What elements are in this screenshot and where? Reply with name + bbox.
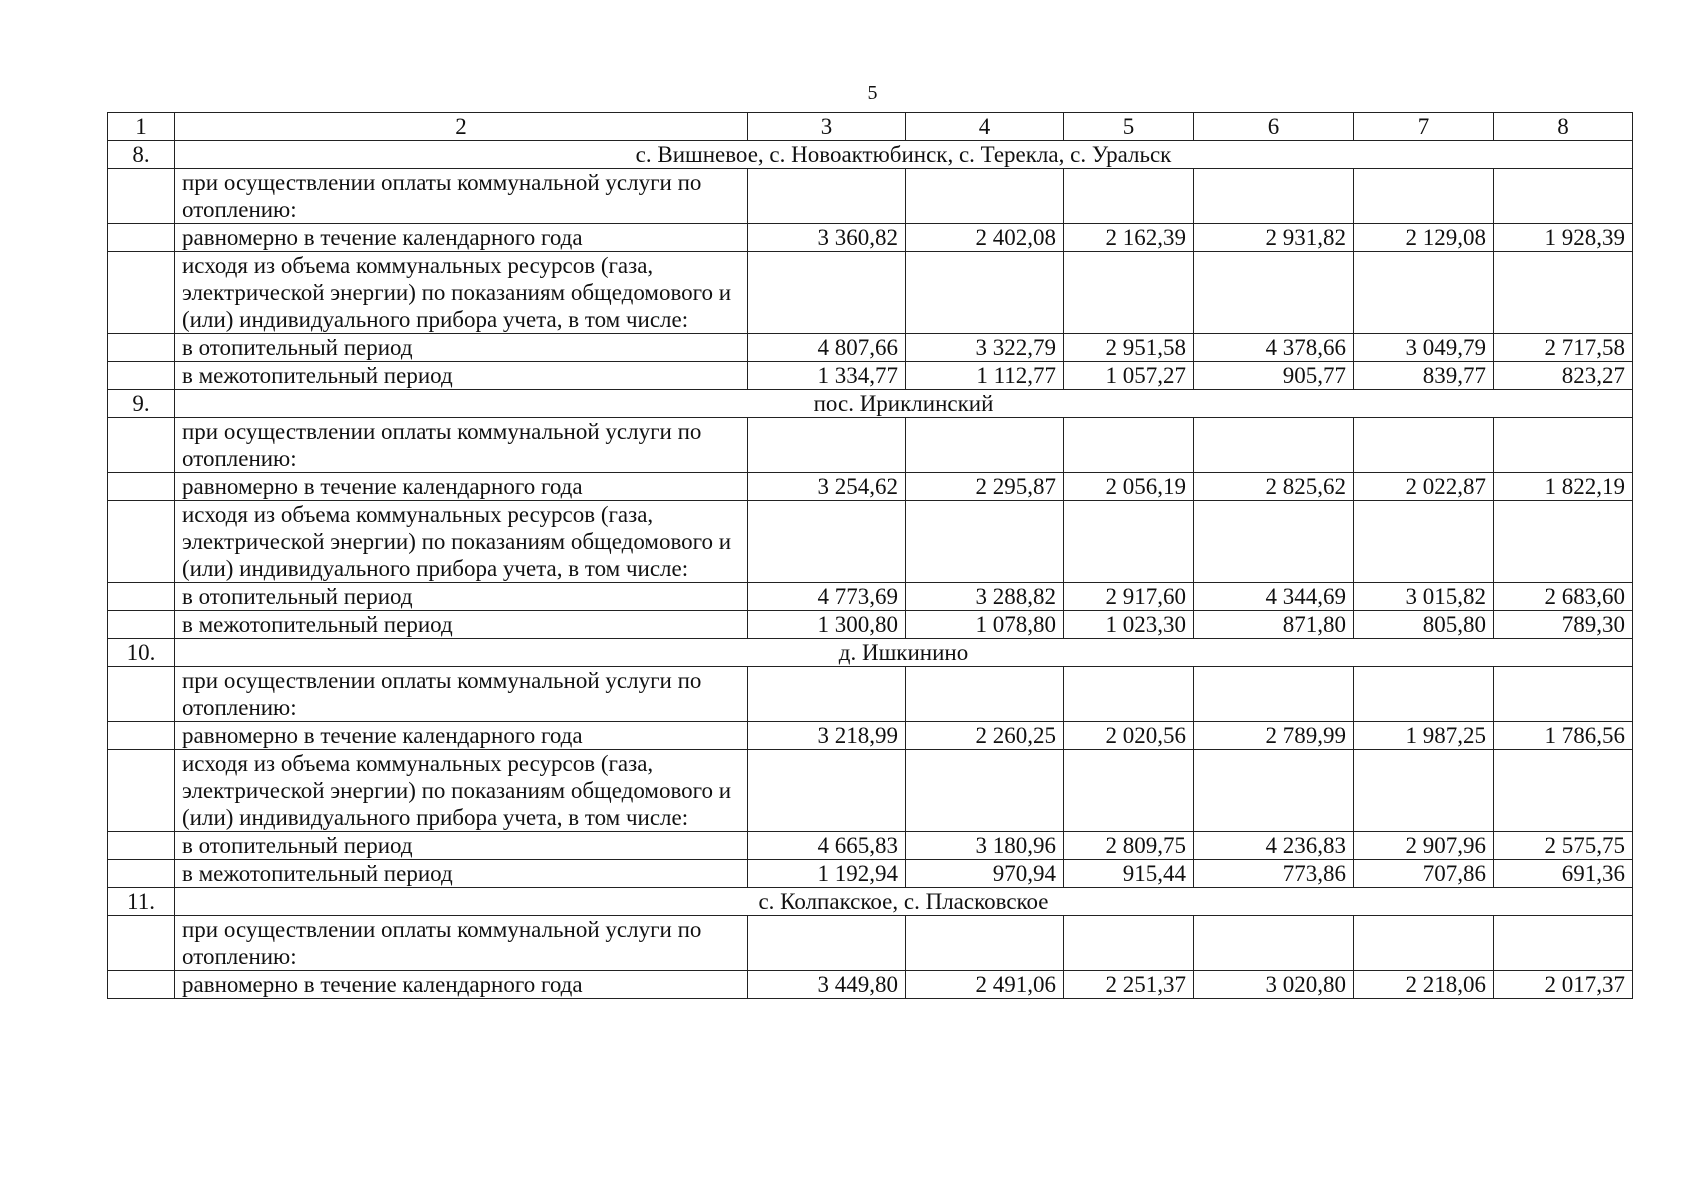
tariff-value-cell: 805,80 — [1354, 611, 1494, 639]
tariff-value-cell — [906, 501, 1064, 583]
tariff-value-cell — [1064, 169, 1194, 224]
row-description: в отопительный период — [175, 583, 748, 611]
section-number: 10. — [108, 639, 175, 667]
column-number-header: 1 — [108, 113, 175, 141]
tariff-value-cell: 970,94 — [906, 860, 1064, 888]
tariff-value-cell: 1 023,30 — [1064, 611, 1194, 639]
tariff-value-cell — [748, 916, 906, 971]
tariff-value-cell — [906, 169, 1064, 224]
tariff-value-cell: 4 236,83 — [1194, 832, 1354, 860]
tariff-value-cell — [1494, 418, 1633, 473]
tariff-value-cell — [1354, 169, 1494, 224]
tariff-value-cell: 2 251,37 — [1064, 971, 1194, 999]
tariff-value-cell: 3 360,82 — [748, 224, 906, 252]
column-number-header: 7 — [1354, 113, 1494, 141]
tariff-value-cell: 2 683,60 — [1494, 583, 1633, 611]
tariff-value-cell: 2 056,19 — [1064, 473, 1194, 501]
table-row — [108, 916, 1633, 971]
tariff-value-cell — [1354, 418, 1494, 473]
row-number-cell — [108, 860, 175, 888]
tariff-value-cell — [1064, 916, 1194, 971]
tariff-value-cell: 839,77 — [1354, 362, 1494, 390]
row-description: в межотопительный период — [175, 611, 748, 639]
row-number-cell — [108, 252, 175, 334]
tariff-value-cell: 2 575,75 — [1494, 832, 1633, 860]
tariff-value-cell: 3 180,96 — [906, 832, 1064, 860]
tariff-value-cell — [1494, 667, 1633, 722]
row-description: при осуществлении оплаты коммунальной услуги по отоплению: — [175, 667, 748, 722]
section-settlements: пос. Ириклинский — [175, 390, 1633, 418]
section-settlements: с. Вишневое, с. Новоактюбинск, с. Терекла, с. Уральск — [175, 141, 1633, 169]
tariff-value-cell: 707,86 — [1354, 860, 1494, 888]
tariff-value-cell: 4 807,66 — [748, 334, 906, 362]
row-number-cell — [108, 362, 175, 390]
tariff-value-cell: 1 300,80 — [748, 611, 906, 639]
tariff-table-body — [108, 113, 1633, 999]
tariff-value-cell — [1194, 252, 1354, 334]
tariff-value-cell — [1194, 916, 1354, 971]
tariff-value-cell — [1194, 501, 1354, 583]
tariff-value-cell: 2 809,75 — [1064, 832, 1194, 860]
tariff-value-cell: 2 402,08 — [906, 224, 1064, 252]
tariff-value-cell: 3 015,82 — [1354, 583, 1494, 611]
tariff-value-cell: 3 449,80 — [748, 971, 906, 999]
table-row — [108, 252, 1633, 334]
tariff-value-cell — [1194, 750, 1354, 832]
tariff-value-cell: 2 218,06 — [1354, 971, 1494, 999]
section-header-row — [108, 141, 1633, 169]
tariff-value-cell: 3 218,99 — [748, 722, 906, 750]
row-number-cell — [108, 832, 175, 860]
row-number-cell — [108, 971, 175, 999]
row-number-cell — [108, 667, 175, 722]
tariff-value-cell: 2 789,99 — [1194, 722, 1354, 750]
row-description: в межотопительный период — [175, 362, 748, 390]
column-number-header: 5 — [1064, 113, 1194, 141]
tariff-value-cell — [1494, 916, 1633, 971]
row-description: в отопительный период — [175, 832, 748, 860]
tariff-value-cell — [1494, 501, 1633, 583]
tariff-value-cell — [1354, 667, 1494, 722]
row-number-cell — [108, 583, 175, 611]
tariff-value-cell — [1494, 169, 1633, 224]
row-description: исходя из объема коммунальных ресурсов (газа, электрической энергии) по показаниям общедомового и (или) индивидуального прибора учета, в том числе: — [175, 750, 748, 832]
section-settlements: д. Ишкинино — [175, 639, 1633, 667]
table-row — [108, 169, 1633, 224]
column-number-header: 4 — [906, 113, 1064, 141]
row-number-cell — [108, 334, 175, 362]
tariff-value-cell: 2 951,58 — [1064, 334, 1194, 362]
table-row — [108, 362, 1633, 390]
tariff-value-cell — [1354, 501, 1494, 583]
tariff-value-cell: 4 378,66 — [1194, 334, 1354, 362]
tariff-value-cell: 1 112,77 — [906, 362, 1064, 390]
page-number: 5 — [867, 82, 878, 104]
row-description: при осуществлении оплаты коммунальной услуги по отоплению: — [175, 916, 748, 971]
section-number: 8. — [108, 141, 175, 169]
row-number-cell — [108, 750, 175, 832]
tariff-value-cell: 823,27 — [1494, 362, 1633, 390]
table-row — [108, 750, 1633, 832]
tariff-value-cell: 2 162,39 — [1064, 224, 1194, 252]
tariff-value-cell: 2 017,37 — [1494, 971, 1633, 999]
tariff-value-cell — [906, 916, 1064, 971]
tariff-value-cell: 4 665,83 — [748, 832, 906, 860]
row-description: равномерно в течение календарного года — [175, 224, 748, 252]
row-description: при осуществлении оплаты коммунальной услуги по отоплению: — [175, 169, 748, 224]
section-settlements: с. Колпакское, с. Пласковское — [175, 888, 1633, 916]
tariff-value-cell: 3 288,82 — [906, 583, 1064, 611]
table-row — [108, 860, 1633, 888]
tariff-value-cell — [748, 750, 906, 832]
tariff-value-cell — [1064, 501, 1194, 583]
table-row — [108, 501, 1633, 583]
tariff-value-cell: 1 334,77 — [748, 362, 906, 390]
row-description: равномерно в течение календарного года — [175, 971, 748, 999]
section-header-row — [108, 888, 1633, 916]
tariff-value-cell: 905,77 — [1194, 362, 1354, 390]
tariff-value-cell — [906, 252, 1064, 334]
tariff-value-cell: 2 917,60 — [1064, 583, 1194, 611]
tariff-value-cell: 1 078,80 — [906, 611, 1064, 639]
tariff-value-cell: 2 825,62 — [1194, 473, 1354, 501]
tariff-value-cell — [1064, 252, 1194, 334]
tariff-value-cell: 1 057,27 — [1064, 362, 1194, 390]
row-description: при осуществлении оплаты коммунальной услуги по отоплению: — [175, 418, 748, 473]
tariff-value-cell: 3 049,79 — [1354, 334, 1494, 362]
tariff-value-cell — [1064, 667, 1194, 722]
tariff-value-cell — [1354, 750, 1494, 832]
tariff-value-cell — [748, 501, 906, 583]
row-number-cell — [108, 169, 175, 224]
tariff-value-cell: 2 907,96 — [1354, 832, 1494, 860]
tariff-value-cell: 2 717,58 — [1494, 334, 1633, 362]
tariff-value-cell — [1064, 750, 1194, 832]
tariff-value-cell — [748, 169, 906, 224]
table-row — [108, 418, 1633, 473]
tariff-value-cell: 3 322,79 — [906, 334, 1064, 362]
tariff-value-cell: 773,86 — [1194, 860, 1354, 888]
tariff-value-cell: 3 254,62 — [748, 473, 906, 501]
row-description: равномерно в течение календарного года — [175, 473, 748, 501]
section-header-row — [108, 639, 1633, 667]
tariff-value-cell — [748, 418, 906, 473]
tariff-value-cell: 2 491,06 — [906, 971, 1064, 999]
section-number: 11. — [108, 888, 175, 916]
table-row — [108, 971, 1633, 999]
row-description: равномерно в течение календарного года — [175, 722, 748, 750]
tariff-value-cell — [1194, 169, 1354, 224]
row-number-cell — [108, 418, 175, 473]
row-description: в межотопительный период — [175, 860, 748, 888]
tariff-value-cell: 915,44 — [1064, 860, 1194, 888]
tariff-value-cell: 2 022,87 — [1354, 473, 1494, 501]
tariff-value-cell: 2 295,87 — [906, 473, 1064, 501]
table-row — [108, 832, 1633, 860]
table-row — [108, 224, 1633, 252]
table-row — [108, 473, 1633, 501]
row-number-cell — [108, 473, 175, 501]
tariff-value-cell: 1 192,94 — [748, 860, 906, 888]
column-number-header: 8 — [1494, 113, 1633, 141]
tariff-value-cell — [1354, 252, 1494, 334]
tariff-value-cell: 691,36 — [1494, 860, 1633, 888]
table-row — [108, 722, 1633, 750]
row-description: исходя из объема коммунальных ресурсов (газа, электрической энергии) по показаниям общедомового и (или) индивидуального прибора учета, в том числе: — [175, 501, 748, 583]
row-number-cell — [108, 722, 175, 750]
tariff-value-cell — [1064, 418, 1194, 473]
column-number-header-row — [108, 113, 1633, 141]
tariff-value-cell: 2 931,82 — [1194, 224, 1354, 252]
tariff-value-cell: 2 260,25 — [906, 722, 1064, 750]
tariff-value-cell: 789,30 — [1494, 611, 1633, 639]
table-row — [108, 611, 1633, 639]
tariff-value-cell: 4 773,69 — [748, 583, 906, 611]
tariff-value-cell — [1194, 418, 1354, 473]
table-row — [108, 667, 1633, 722]
tariff-value-cell: 1 987,25 — [1354, 722, 1494, 750]
row-number-cell — [108, 916, 175, 971]
tariff-value-cell — [906, 667, 1064, 722]
tariff-value-cell — [748, 252, 906, 334]
row-number-cell — [108, 501, 175, 583]
tariff-value-cell: 2 020,56 — [1064, 722, 1194, 750]
tariff-value-cell: 3 020,80 — [1194, 971, 1354, 999]
table-row — [108, 334, 1633, 362]
tariff-value-cell — [906, 750, 1064, 832]
tariff-table — [107, 112, 1633, 999]
column-number-header: 3 — [748, 113, 906, 141]
section-number: 9. — [108, 390, 175, 418]
row-description: в отопительный период — [175, 334, 748, 362]
row-number-cell — [108, 224, 175, 252]
tariff-value-cell — [1354, 916, 1494, 971]
row-description: исходя из объема коммунальных ресурсов (газа, электрической энергии) по показаниям общедомового и (или) индивидуального прибора учета, в том числе: — [175, 252, 748, 334]
tariff-value-cell — [906, 418, 1064, 473]
tariff-value-cell: 2 129,08 — [1354, 224, 1494, 252]
column-number-header: 2 — [175, 113, 748, 141]
tariff-value-cell: 871,80 — [1194, 611, 1354, 639]
tariff-value-cell — [1494, 252, 1633, 334]
tariff-value-cell: 1 822,19 — [1494, 473, 1633, 501]
tariff-value-cell — [1194, 667, 1354, 722]
table-row — [108, 583, 1633, 611]
row-number-cell — [108, 611, 175, 639]
column-number-header: 6 — [1194, 113, 1354, 141]
tariff-value-cell — [1494, 750, 1633, 832]
tariff-value-cell: 1 928,39 — [1494, 224, 1633, 252]
tariff-value-cell: 1 786,56 — [1494, 722, 1633, 750]
tariff-value-cell: 4 344,69 — [1194, 583, 1354, 611]
tariff-value-cell — [748, 667, 906, 722]
section-header-row — [108, 390, 1633, 418]
